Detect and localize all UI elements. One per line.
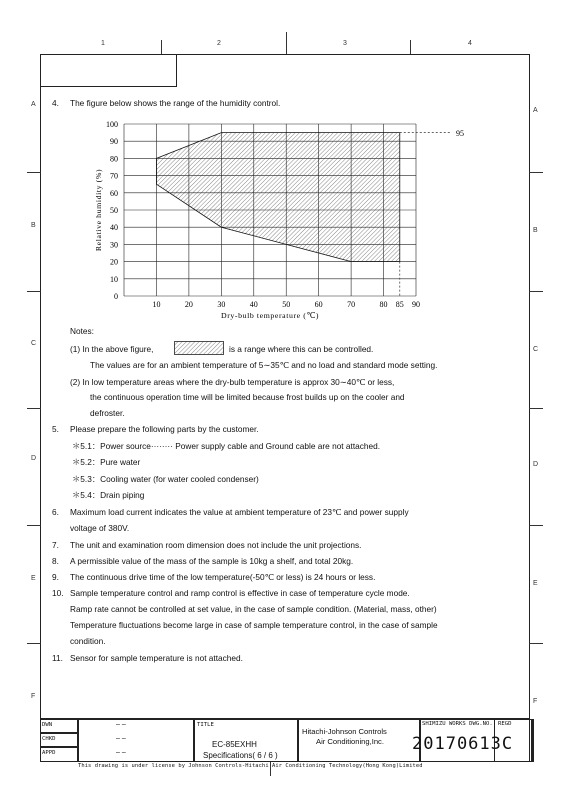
zone-col-2: 2 xyxy=(217,40,221,47)
item-6-text: voltage of 380V. xyxy=(70,523,130,533)
list-item: ＊5.3：Cooling water (for water cooled condenser) xyxy=(72,474,259,484)
drawing-number: 20170613C xyxy=(412,734,514,754)
y-tick-label: 100 xyxy=(106,120,118,129)
y-tick-label: 40 xyxy=(110,223,118,233)
x-tick-label: 50 xyxy=(282,300,291,309)
top-left-box xyxy=(40,54,177,87)
x-tick-label: 70 xyxy=(347,300,356,309)
item-9-text: The continuous drive time of the low temperature(-50℃ or less) is 24 hours or less. xyxy=(70,572,376,582)
zone-row-d: D xyxy=(533,461,539,468)
hatched-legend-swatch xyxy=(174,341,224,355)
item-10-text: Temperature fluctuations become large in case of sample temperature control, in the case of sample xyxy=(70,620,438,630)
dwn-value: – – xyxy=(116,721,126,728)
notes-heading: Notes: xyxy=(70,326,94,336)
y-tick-label: 70 xyxy=(110,171,118,181)
zone-divider xyxy=(161,40,162,54)
note-2-text: defroster. xyxy=(90,408,125,418)
list-item: ＊5.1：Power source········ Power supply cable and Ground cable are not attached. xyxy=(72,441,381,451)
zone-row-a: A xyxy=(533,107,538,114)
item-7-text: The unit and examination room dimension does not include the unit projections. xyxy=(70,540,362,550)
zone-row-e: E xyxy=(31,575,36,582)
zone-divider xyxy=(27,643,41,644)
appd-value: – – xyxy=(116,749,126,756)
y-tick-label: 20 xyxy=(110,257,118,267)
item-number: 11. xyxy=(52,653,63,663)
x-tick-label: 85 xyxy=(395,300,404,309)
dwn-label: DWN xyxy=(42,722,53,728)
zone-divider xyxy=(27,408,41,409)
zone-divider xyxy=(529,643,543,644)
zone-divider xyxy=(410,40,411,54)
model-number: EC-85EXHH xyxy=(212,740,257,749)
zone-row-d: D xyxy=(31,455,37,462)
x-tick-label: 40 xyxy=(249,300,258,309)
item-6-text: Maximum load current indicates the value at ambient temperature of 23℃ and power supply xyxy=(70,507,409,517)
appd-label: APPD xyxy=(42,750,56,756)
zone-col-3: 3 xyxy=(343,40,347,47)
item-number: 7. xyxy=(52,540,59,550)
company-name: Air Conditioning,Inc. xyxy=(316,737,384,746)
y-tick-label: 30 xyxy=(110,240,118,250)
zone-col-4: 4 xyxy=(468,40,472,47)
humidity-control-chart xyxy=(78,112,498,327)
y-axis-label: Relative humidity (%) xyxy=(94,168,103,252)
chkd-value: – – xyxy=(116,735,126,742)
title-block xyxy=(40,718,529,762)
item-number: 9. xyxy=(52,572,59,582)
note-1-text: is a range where this can be controlled. xyxy=(229,344,374,354)
item-10-text: condition. xyxy=(70,636,106,646)
x-tick-label: 60 xyxy=(314,300,323,309)
regd-label: REGD xyxy=(498,721,512,727)
zone-row-f: F xyxy=(31,693,36,700)
zone-divider xyxy=(27,291,41,292)
title-label: TITLE xyxy=(197,722,214,728)
zone-divider xyxy=(529,525,543,526)
works-label: SHIMIZU WORKS DWG.NO. xyxy=(422,721,493,727)
zone-row-c: C xyxy=(533,346,539,353)
x-tick-label: 80 xyxy=(379,300,388,309)
list-item: ＊5.4：Drain piping xyxy=(72,490,145,500)
y-tick-label: 50 xyxy=(110,206,118,215)
item-11-text: Sensor for sample temperature is not attached. xyxy=(70,653,243,663)
zone-divider xyxy=(27,525,41,526)
item-10-text: Ramp rate cannot be controlled at set value, in the case of sample condition. (Material, mass, other) xyxy=(70,604,437,614)
note-2-text: (2) In low temperature areas where the dry-bulb temperature is approx 30∼40℃ or less, xyxy=(70,377,395,387)
y-tick-label: 90 xyxy=(110,137,118,147)
zone-row-c: C xyxy=(31,340,37,347)
zone-row-e: E xyxy=(533,580,538,587)
chkd-label: CHKD xyxy=(42,736,56,742)
note-1-text: The values are for an ambient temperature of 5∼35℃ and no load and standard mode setting. xyxy=(90,360,438,370)
license-footer: This drawing is under license by Johnson Controls-Hitachi Air Conditioning Technology(Hong Kong)Limited xyxy=(78,763,423,769)
item-8-text: A permissible value of the mass of the sample is 10kg a shelf, and total 20kg. xyxy=(70,556,354,566)
zone-divider xyxy=(529,172,543,173)
spec-title: Specifications( 6 / 6 ) xyxy=(203,751,278,760)
note-1-text: (1) In the above figure, xyxy=(70,344,154,354)
item-number: 10. xyxy=(52,588,64,598)
y-tick-label: 60 xyxy=(110,188,118,198)
x-tick-label: 10 xyxy=(152,300,161,309)
zone-divider xyxy=(529,408,543,409)
zone-row-b: B xyxy=(31,222,36,229)
item-10-text: Sample temperature control and ramp control is effective in case of temperature cycle mode. xyxy=(70,588,410,598)
y-tick-label: 80 xyxy=(110,154,118,164)
item-number: 5. xyxy=(52,424,59,434)
x-tick-label: 20 xyxy=(184,300,193,309)
x-tick-label: 90 xyxy=(412,300,420,309)
x-axis-label: Dry-bulb temperature (℃) xyxy=(220,311,320,320)
item-number: 8. xyxy=(52,556,59,566)
zone-divider xyxy=(529,291,543,292)
item-5-text: Please prepare the following parts by the customer. xyxy=(70,424,259,434)
zone-row-b: B xyxy=(533,227,538,234)
zone-row-a: A xyxy=(31,101,36,108)
zone-divider xyxy=(27,172,41,173)
list-item: ＊5.2：Pure water xyxy=(72,457,141,467)
annotation-95: 95 xyxy=(456,129,464,138)
y-tick-label: 10 xyxy=(110,274,118,284)
item-number: 6. xyxy=(52,507,59,517)
x-tick-label: 30 xyxy=(217,300,226,309)
zone-row-f: F xyxy=(533,698,538,705)
y-tick-label: 0 xyxy=(114,292,118,301)
item-number: 4. xyxy=(52,98,59,108)
company-name: Hitachi-Johnson Controls xyxy=(302,727,387,736)
item-4-text: The figure below shows the range of the humidity control. xyxy=(70,98,281,108)
note-2-text: the continuous operation time will be limited because frost builds up on the cooler and xyxy=(90,392,405,402)
zone-col-1: 1 xyxy=(101,40,105,47)
zone-divider xyxy=(286,32,287,54)
controllable-range-area xyxy=(156,133,399,262)
